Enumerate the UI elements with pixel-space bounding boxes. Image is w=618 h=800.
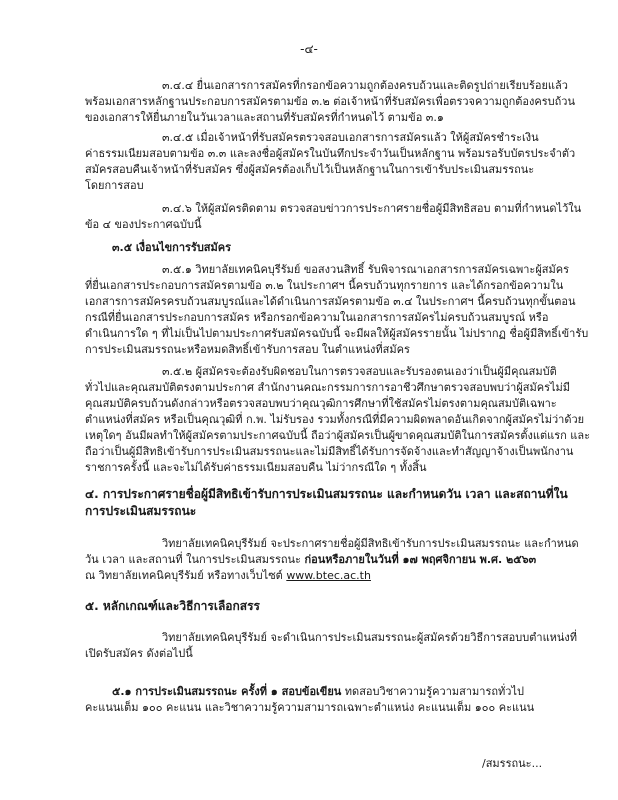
sec-3-5-1-line-2: ที่ยื่นเอกสารประกอบการสมัครตามข้อ ๓.๒ ในประกาศฯ นี้ครบถ้วนทุกรายการ และได้กรอกข้อความใน <box>85 279 564 292</box>
sec-3-5-heading: ๓.๕ เงื่อนไขการรับสมัคร <box>112 241 232 254</box>
sec-3-5-1-line-1: ๓.๕.๑ วิทยาลัยเทคนิคบุรีรัมย์ ขอสงวนสิทธิ์ รับพิจารณาเอกสารการสมัครเฉพาะผู้สมัคร <box>162 263 569 276</box>
sec-3-5-2-line-6: ถือว่าเป็นผู้มีสิทธิเข้ารับการประเมินสมรรถนะและไม่มีสิทธิ์ได้รับการจัดจ้างและทำสัญญาจ้างเป็นพนักงาน <box>85 445 574 458</box>
continuation-marker: /สมรรถนะ... <box>482 757 543 770</box>
sec-4-line-2 <box>85 552 536 568</box>
sec-3-5-2-line-2: ทั่วไปและคุณสมบัติตรงตามประกาศ สำนักงานคณะกรรมการการอาชีวศึกษาตรวจสอบพบว่าผู้สมัครไม่มี <box>85 381 571 394</box>
sec-5-line-2: เปิดรับสมัคร ดังต่อไปนี้ <box>85 647 193 660</box>
sec-3-5-2-line-5: เหตุใดๆ อันมีผลทำให้ผู้สมัครตามประกาศฉบับนี้ ถือว่าผู้สมัครเป็นผู้ขาดคุณสมบัติในการสมัครตั้งแต่แรก และ <box>85 429 591 442</box>
sec-3-4-6-line-2: ข้อ ๔ ของประกาศฉบับนี้ <box>85 218 202 231</box>
sec-4-heading-line-1: ๔. การประกาศรายชื่อผู้มีสิทธิเข้ารับการประเมินสมรรถนะ และกำหนดวัน เวลา และสถานที่ใน <box>85 487 568 501</box>
sec-3-5-2-line-4: ตำแหน่งที่สมัคร หรือเป็นคุณวุฒิที่ ก.พ. ไม่รับรอง รวมทั้งกรณีที่มีความผิดพลาดอันเกิดจากผู้สมัครไม่ว่าด้วย <box>85 413 585 426</box>
sec-3-5-1-line-3: เอกสารการสมัครครบถ้วนสมบูรณ์และได้ดำเนินการสมัครตามข้อ ๓.๔ ในประกาศฯ นี้ครบถ้วนทุกขั้นตอน <box>85 295 576 308</box>
sec-3-5-1-line-6: การประเมินสมรรถนะหรือหมดสิทธิ์เข้ารับการสอบ ในตำแหน่งที่สมัคร <box>85 343 410 356</box>
sec-3-4-5-line-2: ค่าธรรมเนียมสอบตามข้อ ๓.๓ และลงชื่อผู้สมัครในบันทึกประจำวันเป็นหลักฐาน พร้อมรอรับบัตรประจำตัว <box>85 147 576 160</box>
announcement-deadline: ก่อนหรือภายในวันที่ ๑๗ พฤศจิกายน พ.ศ. ๒๕๖๓ <box>304 553 537 566</box>
sec-3-5-2-line-3: คุณสมบัติครบถ้วนดังกล่าวหรือตรวจสอบพบว่าคุณวุฒิการศึกษาที่ใช้สมัครไม่ตรงตามคุณสมบัติเฉพาะ <box>85 397 557 410</box>
sec-5-line-1: วิทยาลัยเทคนิคบุรีรัมย์ จะดำเนินการประเมินสมรรถนะผู้สมัครด้วยวิธีการสอบบตำแหน่งที่ <box>162 631 578 644</box>
sec-4-line-3-text: ณ วิทยาลัยเทคนิคบุรีรัมย์ หรือทางเว็บไซต์ <box>85 569 283 582</box>
sec-3-5-2-line-1: ๓.๕.๒ ผู้สมัครจะต้องรับผิดชอบในการตรวจสอบและรับรองตนเองว่าเป็นผู้มีคุณสมบัติ <box>162 365 557 378</box>
sec-5-1-line-2: คะแนนเต็ม ๑๐๐ คะแนน และวิชาความรู้ความสามารถเฉพาะตำแหน่ง คะแนนเต็ม ๑๐๐ คะแนน <box>85 701 535 714</box>
sec-4-line-1: วิทยาลัยเทคนิคบุรีรัมย์ จะประกาศรายชื่อผู้มีสิทธิเข้ารับการประเมินสมรรถนะ และกำหนด <box>162 537 579 550</box>
sec-3-4-4-line-3: ของเอกสารให้ยื่นภายในวันเวลาและสถานที่รับสมัครที่กำหนดไว้ ตามข้อ ๓.๑ <box>85 111 444 124</box>
sec-4-line-2-text: วัน เวลา และสถานที่ ในการประเมินสมรรถนะ <box>85 553 301 566</box>
sec-3-5-2-line-7: ราชการครั้งนี้ และจะไม่ได้รับค่าธรรมเนียมสอบคืน ไม่ว่ากรณีใด ๆ ทั้งสิ้น <box>85 461 427 474</box>
sec-3-4-5-line-1: ๓.๔.๕ เมื่อเจ้าหน้าที่รับสมัครตรวจสอบเอกสารการสมัครแล้ว ให้ผู้สมัครชำระเงิน <box>162 131 539 144</box>
sec-4-heading-line-2: การประเมินสมรรถนะ <box>85 504 197 518</box>
sec-5-heading: ๕. หลักเกณฑ์และวิธีการเลือกสรร <box>85 599 260 613</box>
page-number: -๔- <box>300 42 318 56</box>
sec-5-1-line-1 <box>112 684 524 700</box>
sec-3-5-1-line-4: กรณีที่ยื่นเอกสารประกอบการสมัคร หรือกรอกข้อความในเอกสารการสมัครไม่ครบถ้วนสมบูรณ์ หรือ <box>85 311 549 324</box>
website-link[interactable]: www.btec.ac.th <box>286 569 371 582</box>
sec-5-1-text: ทดสอบวิชาความรู้ความสามารถทั่วไป <box>344 685 524 698</box>
sec-3-4-5-line-4: โดยการสอบ <box>85 179 144 192</box>
sec-3-4-6-line-1: ๓.๔.๖ ให้ผู้สมัครติดตาม ตรวจสอบข่าวการประกาศรายชื่อผู้มีสิทธิสอบ ตามที่กำหนดไว้ใน <box>162 202 582 215</box>
sec-5-1-title: ๕.๑ การประเมินสมรรถนะ ครั้งที่ ๑ สอบข้อเขียน <box>112 685 342 698</box>
sec-3-4-4-line-1: ๓.๔.๔ ยื่นเอกสารการสมัครที่กรอกข้อความถูกต้องครบถ้วนและติดรูปถ่ายเรียบร้อยแล้ว <box>162 79 568 92</box>
sec-3-4-5-line-3: สมัครสอบคืนเจ้าหน้าที่รับสมัคร ซึ่งผู้สมัครต้องเก็บไว้เป็นหลักฐานในการเข้ารับประเมินสมรรถนะ <box>85 163 535 176</box>
sec-3-4-4-line-2: พร้อมเอกสารหลักฐานประกอบการสมัครตามข้อ ๓.๒ ต่อเจ้าหน้าที่รับสมัครเพื่อตรวจความถูกต้องครบถ้วน <box>85 95 575 108</box>
sec-3-5-1-line-5: ดำเนินการใด ๆ ที่ไม่เป็นไปตามประกาศรับสมัครฉบับนี้ จะมีผลให้ผู้สมัครรายนั้น ไม่ปรากฏ ชื่อผู้มีสิทธิ์เข้ารับ <box>85 327 589 340</box>
sec-4-line-3 <box>85 568 371 584</box>
